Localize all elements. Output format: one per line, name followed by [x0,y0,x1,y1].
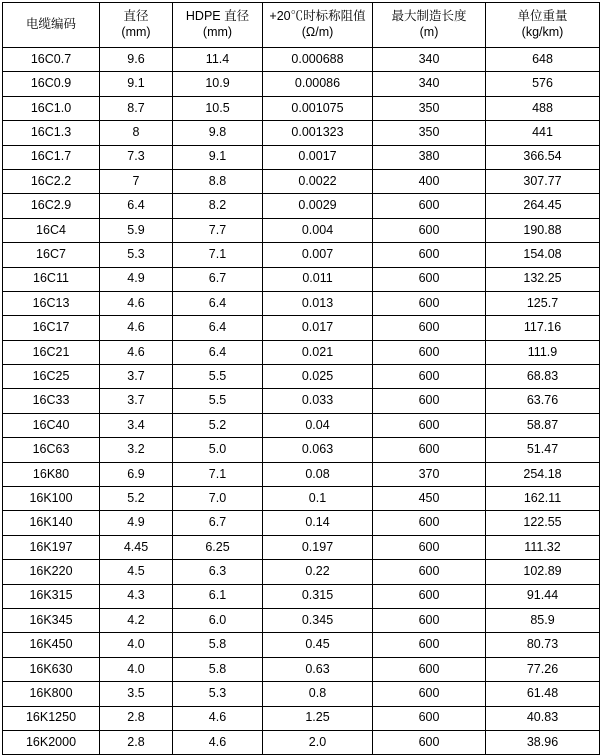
table-cell: 0.8 [263,682,373,706]
table-cell: 6.3 [173,560,263,584]
column-header-diameter [100,3,173,48]
column-header-hdpe-diameter [173,3,263,48]
table-row [3,535,600,559]
table-cell: 4.45 [100,535,173,559]
column-header-nominal-resistance [263,3,373,48]
table-cell: 61.48 [486,682,600,706]
table-cell: 600 [373,511,486,535]
table-cell: 4.2 [100,608,173,632]
table-cell: 5.8 [173,657,263,681]
table-cell: 0.025 [263,365,373,389]
table-header-row [3,3,600,48]
column-header-line1: 电缆编码 [25,17,76,32]
table-cell: 648 [486,48,600,72]
table-cell: 600 [373,657,486,681]
table-cell: 0.011 [263,267,373,291]
table-cell: 80.73 [486,633,600,657]
column-header-line1: 直径 [123,9,149,24]
table-cell: 9.6 [100,48,173,72]
cell-cable-code: 16K630 [3,657,100,681]
table-cell: 400 [373,169,486,193]
table-cell: 8.8 [173,169,263,193]
table-body [3,48,600,755]
table-cell: 576 [486,72,600,96]
cell-cable-code: 16C17 [3,316,100,340]
cell-cable-code: 16C4 [3,218,100,242]
table-row [3,267,600,291]
cell-cable-code: 16C1.3 [3,121,100,145]
table-cell: 600 [373,438,486,462]
column-header-line2: (Ω/m) [301,25,334,39]
table-row [3,96,600,120]
table-cell: 132.25 [486,267,600,291]
table-cell: 4.0 [100,657,173,681]
table-cell: 0.45 [263,633,373,657]
table-cell: 264.45 [486,194,600,218]
table-cell: 5.0 [173,438,263,462]
table-cell: 77.26 [486,657,600,681]
table-cell: 51.47 [486,438,600,462]
table-cell: 600 [373,730,486,754]
table-cell: 4.6 [173,706,263,730]
table-cell: 0.315 [263,584,373,608]
table-cell: 6.4 [173,316,263,340]
cell-cable-code: 16C40 [3,413,100,437]
table-cell: 366.54 [486,145,600,169]
table-cell: 117.16 [486,316,600,340]
cell-cable-code: 16C1.7 [3,145,100,169]
table-cell: 370 [373,462,486,486]
cell-cable-code: 16K100 [3,487,100,511]
table-cell: 0.22 [263,560,373,584]
table-cell: 5.2 [173,413,263,437]
table-row [3,291,600,315]
table-cell: 5.5 [173,365,263,389]
table-cell: 4.6 [100,316,173,340]
table-row [3,169,600,193]
table-cell: 7 [100,169,173,193]
table-cell: 6.7 [173,267,263,291]
table-cell: 0.013 [263,291,373,315]
table-cell: 190.88 [486,218,600,242]
cell-cable-code: 16C13 [3,291,100,315]
table-cell: 340 [373,48,486,72]
table-cell: 254.18 [486,462,600,486]
table-row [3,657,600,681]
table-cell: 441 [486,121,600,145]
table-cell: 6.4 [173,340,263,364]
table-cell: 7.1 [173,462,263,486]
table-cell: 3.7 [100,389,173,413]
cell-cable-code: 16C21 [3,340,100,364]
table-cell: 6.25 [173,535,263,559]
table-cell: 11.4 [173,48,263,72]
table-row [3,511,600,535]
table-cell: 600 [373,340,486,364]
table-cell: 4.9 [100,511,173,535]
table-cell: 600 [373,291,486,315]
table-cell: 5.2 [100,487,173,511]
table-cell: 600 [373,218,486,242]
cell-cable-code: 16K2000 [3,730,100,754]
table-row [3,121,600,145]
table-cell: 102.89 [486,560,600,584]
table-row [3,706,600,730]
cell-cable-code: 16K1250 [3,706,100,730]
table-cell: 0.017 [263,316,373,340]
table-cell: 0.63 [263,657,373,681]
table-cell: 600 [373,584,486,608]
table-cell: 3.7 [100,365,173,389]
table-cell: 6.9 [100,462,173,486]
table-cell: 0.063 [263,438,373,462]
table-row [3,438,600,462]
table-cell: 58.87 [486,413,600,437]
table-cell: 350 [373,121,486,145]
table-cell: 3.5 [100,682,173,706]
table-cell: 600 [373,706,486,730]
table-cell: 0.033 [263,389,373,413]
cell-cable-code: 16C2.2 [3,169,100,193]
table-cell: 68.83 [486,365,600,389]
table-cell: 6.0 [173,608,263,632]
table-row [3,584,600,608]
cell-cable-code: 16K140 [3,511,100,535]
table-cell: 0.004 [263,218,373,242]
cell-cable-code: 16C2.9 [3,194,100,218]
table-cell: 600 [373,633,486,657]
table-cell: 3.2 [100,438,173,462]
table-row [3,243,600,267]
table-cell: 2.8 [100,706,173,730]
table-row [3,72,600,96]
cell-cable-code: 16K450 [3,633,100,657]
table-cell: 0.0029 [263,194,373,218]
table-cell: 6.1 [173,584,263,608]
table-cell: 85.9 [486,608,600,632]
table-cell: 5.3 [100,243,173,267]
table-cell: 8.2 [173,194,263,218]
cell-cable-code: 16K80 [3,462,100,486]
table-cell: 5.8 [173,633,263,657]
table-cell: 488 [486,96,600,120]
table-row [3,194,600,218]
table-cell: 7.0 [173,487,263,511]
table-cell: 0.1 [263,487,373,511]
cell-cable-code: 16C63 [3,438,100,462]
cell-cable-code: 16K345 [3,608,100,632]
table-cell: 5.9 [100,218,173,242]
table-cell: 6.4 [173,291,263,315]
table-cell: 6.7 [173,511,263,535]
column-header-max-manufacture-length [373,3,486,48]
table-cell: 2.0 [263,730,373,754]
table-cell: 38.96 [486,730,600,754]
table-row [3,560,600,584]
table-cell: 0.007 [263,243,373,267]
table-row [3,730,600,754]
column-header-line1: 最大制造长度 [391,9,467,24]
table-cell: 5.3 [173,682,263,706]
table-row [3,218,600,242]
table-cell: 8 [100,121,173,145]
table-cell: 600 [373,243,486,267]
table-cell: 600 [373,608,486,632]
table-row [3,413,600,437]
cell-cable-code: 16K800 [3,682,100,706]
table-cell: 4.6 [100,291,173,315]
column-header-line1: 单位重量 [517,9,568,24]
column-header-line1: +20℃时标称阻值 [269,9,366,24]
table-cell: 600 [373,682,486,706]
table-cell: 0.14 [263,511,373,535]
column-header-line2: (kg/km) [521,25,564,39]
table-row [3,608,600,632]
table-row [3,145,600,169]
table-cell: 600 [373,267,486,291]
table-cell: 2.8 [100,730,173,754]
table-cell: 1.25 [263,706,373,730]
table-cell: 450 [373,487,486,511]
table-cell: 0.08 [263,462,373,486]
table-cell: 91.44 [486,584,600,608]
table-cell: 9.1 [100,72,173,96]
table-cell: 0.00086 [263,72,373,96]
column-header-line2: (m) [419,25,439,39]
cell-cable-code: 16C1.0 [3,96,100,120]
cell-cable-code: 16C33 [3,389,100,413]
table-cell: 600 [373,535,486,559]
table-row [3,316,600,340]
table-cell: 600 [373,194,486,218]
cell-cable-code: 16K315 [3,584,100,608]
cable-specification-table [2,2,600,755]
cell-cable-code: 16C7 [3,243,100,267]
table-cell: 9.1 [173,145,263,169]
table-cell: 7.3 [100,145,173,169]
table-cell: 6.4 [100,194,173,218]
table-cell: 4.3 [100,584,173,608]
table-cell: 3.4 [100,413,173,437]
table-row [3,682,600,706]
table-cell: 4.0 [100,633,173,657]
cell-cable-code: 16K220 [3,560,100,584]
table-row [3,48,600,72]
table-cell: 0.021 [263,340,373,364]
table-cell: 162.11 [486,487,600,511]
table-cell: 0.000688 [263,48,373,72]
table-row [3,389,600,413]
table-cell: 7.1 [173,243,263,267]
table-cell: 0.001075 [263,96,373,120]
table-cell: 0.04 [263,413,373,437]
table-cell: 4.9 [100,267,173,291]
table-cell: 63.76 [486,389,600,413]
column-header-line2: (mm) [202,25,233,39]
table-cell: 4.5 [100,560,173,584]
table-cell: 7.7 [173,218,263,242]
table-cell: 154.08 [486,243,600,267]
column-header-line1: HDPE 直径 [185,9,250,24]
table-cell: 10.9 [173,72,263,96]
table-header [3,3,600,48]
table-cell: 380 [373,145,486,169]
table-row [3,462,600,486]
table-cell: 9.8 [173,121,263,145]
table-cell: 125.7 [486,291,600,315]
table-row [3,633,600,657]
table-cell: 111.32 [486,535,600,559]
cell-cable-code: 16C25 [3,365,100,389]
table-cell: 0.001323 [263,121,373,145]
table-cell: 4.6 [173,730,263,754]
table-cell: 0.0017 [263,145,373,169]
table-row [3,487,600,511]
table-cell: 4.6 [100,340,173,364]
column-header-unit-weight [486,3,600,48]
cell-cable-code: 16K197 [3,535,100,559]
table-cell: 340 [373,72,486,96]
table-cell: 0.0022 [263,169,373,193]
column-header-cable-code [3,3,100,48]
table-cell: 600 [373,560,486,584]
table-cell: 600 [373,389,486,413]
cell-cable-code: 16C11 [3,267,100,291]
table-cell: 10.5 [173,96,263,120]
table-cell: 600 [373,365,486,389]
table-row [3,340,600,364]
table-cell: 122.55 [486,511,600,535]
column-header-line2: (mm) [121,25,151,39]
table-cell: 111.9 [486,340,600,364]
cell-cable-code: 16C0.9 [3,72,100,96]
table-cell: 307.77 [486,169,600,193]
table-cell: 40.83 [486,706,600,730]
table-cell: 600 [373,413,486,437]
table-cell: 8.7 [100,96,173,120]
table-cell: 0.345 [263,608,373,632]
table-row [3,365,600,389]
table-cell: 0.197 [263,535,373,559]
cell-cable-code: 16C0.7 [3,48,100,72]
table-cell: 600 [373,316,486,340]
table-cell: 5.5 [173,389,263,413]
table-cell: 350 [373,96,486,120]
